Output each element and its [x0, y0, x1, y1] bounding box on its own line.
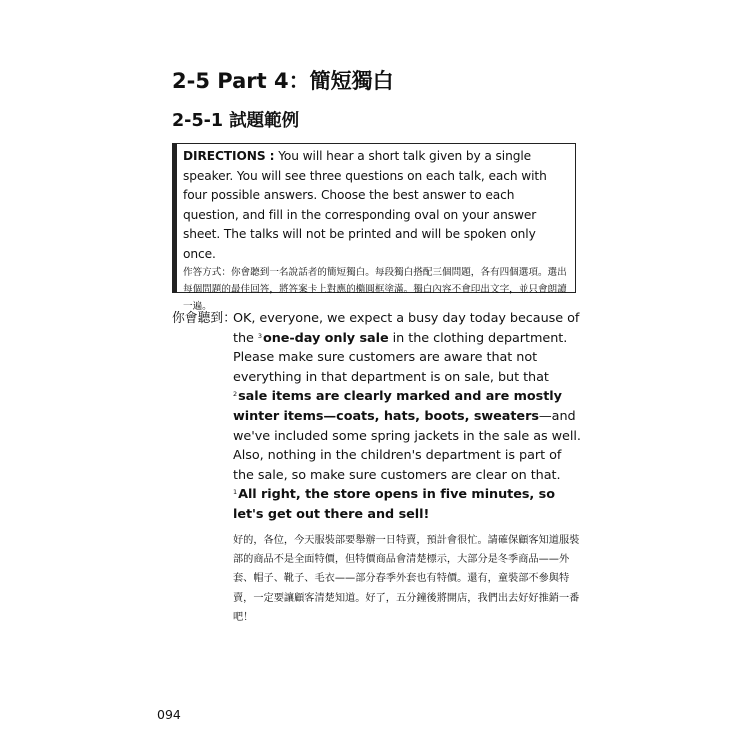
- directions-text: You will hear a short talk given by a single speaker. You will see three questions on each talk, each with four possible answers. Choose the best answer to each question, and fill in the corresponding oval on your answer sheet. The talks will not be printed and will be spoken only once.: [183, 149, 547, 261]
- page-number: 094: [157, 707, 181, 722]
- script-text-3: —and we've included some spring jackets in the sale as well. Also, nothing in the children's department is part of the sale, so make sure customers are clear on that.: [233, 408, 581, 483]
- script-text-1: OK, everyone, we expect a busy day today because of the: [233, 311, 580, 346]
- listen-label: 你會聽到：: [172, 311, 236, 326]
- key-phrase-1: one-day only sale: [262, 330, 389, 346]
- script-english: [233, 309, 583, 525]
- sub-section-title: 2-5-1 試題範例: [172, 111, 300, 131]
- directions-english: [183, 147, 571, 264]
- key-phrase-3: All right, the store opens in five minutes, so let's get out there and sell!: [233, 487, 555, 522]
- script-block: [233, 309, 583, 628]
- script-text-2: in the clothing department. Please make sure customers are aware that not everything in that department is on sale, but that: [233, 330, 568, 385]
- directions-translation: 作答方式：你會聽到一名說話者的簡短獨白。每段獨白搭配三個問題，各有四個選項。選出每個問題的最佳回答，將答案卡上對應的橢圓框塗滿。獨白內容不會印出文字，並只會朗讀一遍。: [183, 267, 567, 312]
- section-title: 2-5 Part 4：簡短獨白: [172, 69, 394, 93]
- question-marker-1: 1: [233, 488, 238, 497]
- directions-box: [172, 143, 576, 312]
- script-translation: 好的，各位，今天服裝部要舉辦一日特賣，預計會很忙。請確保顧客知道服裝部的商品不是全面特價，但特價商品會清楚標示，大部分是冬季商品——外套、帽子、靴子、毛衣——部分春季外套也有特價。還有，童裝部不參與特賣，一定要讓顧客清楚知道。好了，五分鐘後將開店，我們出去好好推銷一番吧！: [233, 534, 580, 624]
- question-marker-2: 2: [233, 390, 238, 399]
- key-phrase-2: sale items are clearly marked and are mostly winter items—coats, hats, boots, sweaters: [233, 389, 562, 424]
- directions-label: DIRECTIONS :: [183, 149, 275, 163]
- question-marker-3: 3: [257, 331, 262, 340]
